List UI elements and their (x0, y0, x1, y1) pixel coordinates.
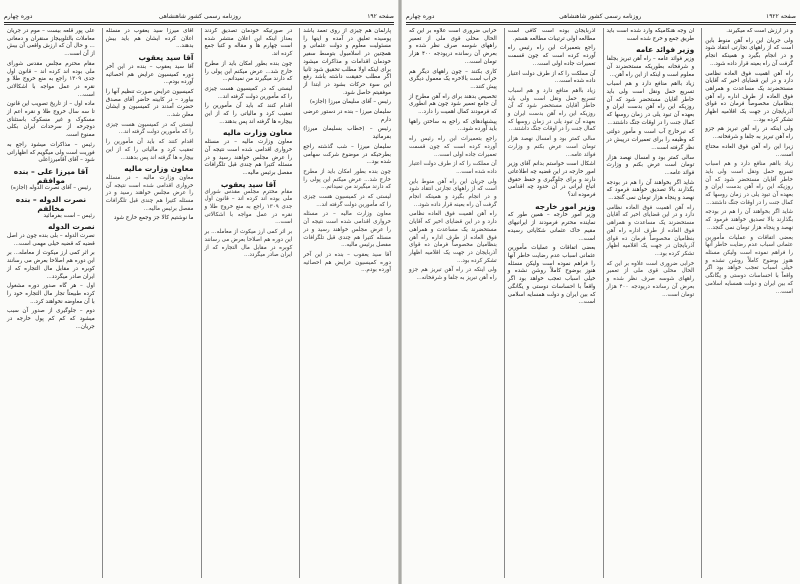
section-heading: معاون وزارت مالیه (124, 164, 194, 174)
paragraph: رئیس – آقای سلیمان میرزا (اجازه) (309, 99, 391, 106)
column-1 (701, 28, 796, 578)
paragraph: شاید اگر بخواهند آن را هم در بودجه بگذارند بالا تصدیق خواهند فرمود که نهصد و پنجاه هزار تومان نمی گنجد... (705, 209, 793, 231)
paragraph: خرابی ضروری است علاوه بر این که الحال محلی قوی ملی از تعمیر راههای شوسه صرف نظر شده و بعرض آن رسانده دریودجه ۴۰۰ هزار تومان است... (606, 260, 695, 298)
paragraph: معاون وزارت مالیه – در مسئله خرواری اقدامی شده است نتیجه آن را عرض مجلس خواهند رسید و در مسئله کتیرا هم چندی قبل تلگرافات مفصل برئیس مالیه... (105, 174, 194, 212)
paragraph: راه آهن اهمیت فوق العاده نظامی دارد و در این قضایای اخیر که آقایان مستحضرند یک مساعدت و همراهی فوق العاده از طرف اداره راه آهن بنظامیان مخصوصاً فرمان ده قوای آذربایجان در جهت یک اقلامیه اظهار تشکر کرده بود... (606, 204, 695, 257)
section-heading: وزیر امور خارجه (535, 201, 596, 211)
paragraph: اشکال است خواستم بدانم آقای وزیر امور خارجه در این قضیه چه اطلاعاتی دارند و برای جلوگیری و حفظ حقوق اتباع ایرانی در آن حدود چه اقدامی فرموده اند؟ (507, 161, 596, 199)
paragraph: زیاد بااهم منافع دارد و هم اسباب تسریع حمل ونقل است ولی باید خاطر آقایان مستحضر شود که آن روزیکه این راه آهن بدست ایران و بعهده آن تبود یلی در زمان روسها که کمال جنت را در اوقات جنگ داشتند... (705, 161, 793, 206)
paragraph: آذربایجان بوده است کافی است مطالعه اولی ترتیبات مطالعه هستم. (507, 28, 596, 42)
paragraph: راجع بتعمیرات این راه رئیس راه آورده کرده است که چون قسمت تعمیرات جاده اولی است... (409, 136, 497, 158)
left-masthead (4, 10, 394, 22)
paragraph: سلیمان میرزا – شب گذشته راجع بطرحیکه در موضوع شرکت سهامی شده بود... (303, 143, 391, 166)
paragraph: چون بنده بطور امکان باید از مطرح خارج شد... عرض میکنم این پولی را که دارند میگیرند من نمیدانم... (303, 168, 391, 191)
paragraph: دوم – جلوگیری از صدور آن سبب میشود که کم کم پول خارجه در جریان... (7, 308, 95, 330)
paragraph: آن مملکت را که از طرف دولت اعتبار داده شده است... (409, 161, 497, 175)
paragraph: راجع بتعمیرات این راه رئیس راه آورده کرده است که چون قسمت تعمیرات جاده اولی است... (507, 45, 596, 67)
left-columns (4, 28, 394, 578)
column-4 (406, 28, 500, 578)
paragraph: نصرت الدوله – بلی بنده چون در اصل قضیه که قضیه خیلی مهمی است... (7, 233, 95, 247)
paragraph: اول – هر گاه صدور دوره مشغول کرده طبیعتاً تجار مال التجاره خود را با آن معاوضه نخواهند کرد... (7, 283, 95, 305)
paragraph: پیشنهادهای که راجع به ساختن راهها باید آورده شود... (409, 118, 497, 133)
paragraph: رئیس – (خطاب بسلیمان میرزا) بفرمائید (303, 126, 391, 141)
right-columns (406, 28, 796, 578)
paragraph: خرابی ضروری است علاوه بر این که الحال محلی قوی ملی از تعمیر راههای شوسه صرف نظر شده و بعرض آن رسانده دریودجه ۴۰۰ هزار تومان است... (409, 28, 497, 65)
header-rule-thin (4, 24, 394, 25)
paragraph: آقا سید یعقوب – بنده در این آخر دوره کمیسیون عرایض هم احصائیه آورده بودم... (303, 251, 391, 274)
paragraph: آقای میرزا سید یعقوب در مسئله اعلان کرده ایشان هم باید بیش بدهند... (105, 28, 194, 50)
period-label: دوره چهارم (406, 12, 435, 20)
paragraph: زیاد بااهم منافع دارد و هم اسباب تسریع حمل ونقل است ولی باید خاطر آقایان مستحضر شود که آن روزیکه این راه آهن بدست ایران و بعهده آن تبود یلی در زمان روسها که کمال جنت را در اوقات جنگ داشتند... (507, 87, 596, 133)
column-1 (299, 28, 394, 578)
section-heading: آقا سید یعقوب (138, 53, 194, 63)
paragraph: آن وجه هنگامیکه وارد شده است باید طریق جمع و خرج شده است (606, 28, 695, 42)
paragraph: ولی اینکه در راه آهن تبریز هم جزو راه آهن تبریز به جلفا و شرفخانه... (409, 267, 497, 282)
paragraph: معاون وزارت مالیه – در مسئله خرواری اقدامی شده است نتیجه آن را عرض مجلس خواهند رسید و در مسئله کتیرا هم چندی قبل تلگرافات مفصل برئیس مالیه... (303, 211, 391, 249)
paragraph: معاون وزارت مالیه – در مسئله خرواری اقدامی شده است نتیجه آن را عرض مجلس خواهند رسید و در مسئله کتیرا هم چندی قبل تلگرافات مفصل برئیس مالیه... (204, 139, 293, 176)
paragraph: بعضی اتفاقات و عملیات مأمورین عثمانی اسباب عدم رضایت خاطر آنها را فراهم نموده است ولیکن مسئله هنوز بوضوح کاملاً روشن نشده و خیلی اسباب تعجب خواهد بود اگر واقعاً با احساسات دوستی و یگانگی که بین ایران و دولت همسایه اسلامی است... (507, 245, 596, 306)
paragraph: اقدام کنند که باید آن مأمورین را تعقیب کرد و مالیاتی را که از این بیچاره ها گرفته اند پس بدهند... (105, 139, 194, 161)
column-3 (504, 28, 599, 578)
paragraph: کمیسیون عرایض صورت تنظیم آنها را بیاورد – در کابینه حاضر آقای مصدق حضرت آمدند در کمیسیون و ایشان معلن شد... (105, 88, 194, 119)
paragraph: سلیمان میرزا – بنده در دستور عرضی دارم (303, 109, 391, 123)
section-heading: نصرت الدوله – بنده مخالفم (15, 194, 87, 213)
left-page (0, 0, 398, 584)
header-rule-thin (406, 24, 796, 25)
newspaper-title: روزنامه رسمی کشور شاهنشاهی (158, 12, 241, 20)
paragraph: سالی کمتر بود و امسال نهصد هزار تومان است عرض بکنم و وزارت فوائد عامه... (606, 154, 695, 176)
paragraph: وزیر فوائد عامه – راه آهن تبریز بجلفا و شرفخانه بطوریکه مستحضرند آن معلوم است و اینکه از این راه آهن... (606, 56, 695, 78)
paragraph: مقام محترم مجلس مقدس شورای ملی بوده اند کرده اند – قانون اول جدی ۱۳۰۹ راجع به منع خروج طلا و نقره در عمل مواجه با اشکالاتی است... (7, 60, 95, 98)
paragraph: کاری بکنند – چون راههای دیگر هم خراب است بالاخره یک معمول دیگری پیش کنند... (409, 68, 497, 90)
paragraph: لیستی که در کمیسیون هست چیزی را که مأمورین دولت گرفته اند... (105, 121, 194, 136)
paragraph: رئیس – است بفرمائید (43, 212, 95, 219)
paragraph: بر اثر کمی ارز میکوت از معامله... بر این دوره هم اصلاحا بعرض می رسانند کوبره در مقابل مال التجاره که از ایران صادر میگردد... (204, 229, 293, 259)
paragraph: ولی جریان این راه آهن منوط باین است که از راههای تجارتی انتقاد شود و در انجام بگیرد و همینکه انجام گرفت آن راه بعینه قرار داده شود... (705, 37, 793, 67)
paragraph: ولی اینکه در راه آهن تبریز هم جزو راه آهن تبریز به جلفا و شرفخانه... (705, 126, 793, 141)
right-masthead (406, 10, 796, 22)
paragraph: شاید اگر بخواهند آن را هم در بودجه بگذارند بالا تصدیق خواهند فرمود که نهصد و پنجاه هزار تومان نمی گنجد... (606, 179, 695, 202)
paragraph: لیستی که در کمیسیون هست چیزی را که مأمورین دولت گرفته اند... (204, 85, 293, 100)
page-number: صفحه ۱۹۲۲ (765, 12, 796, 20)
column-3 (102, 28, 197, 578)
paragraph: بعضی اتفاقات و عملیات مأمورین عثمانی اسباب عدم رضایت خاطر آنها را فراهم نموده است ولیکن مسئله هنوز بوضوح کاملاً روشن نشده و خیلی اسباب تعجب خواهد بود اگر واقعاً با احساسات دوستی و یگانگی که بین ایران و دولت همسایه اسلامی است... (705, 234, 793, 295)
paragraph: علی پور قلعه بیست – موم در جریان معاملات بالتلوبیجاز سنقران و دمغانی ... و حال آن که ارزش واقعی آن بیش از آن است... (7, 28, 95, 58)
paragraph: لیستی که در کمیسیون هست چیزی را که مأمورین دولت گرفته اند... (303, 194, 391, 208)
paragraph: بر اثر کمی ارز میکوت از معامله... بر این دوره هم اصلاحا بعرض می رسانند کوبره در مقابل مال التجاره که از ایران صادر میگردد... (7, 250, 95, 280)
paragraph: اقدام کنند که باید آن مأمورین را تعقیب کرد و مالیاتی را که از این بیچاره ها گرفته اند پس بدهند... (204, 103, 293, 125)
right-page (402, 0, 800, 584)
paragraph: چون بنده بطور امکان باید از مطرح خارج شد... عرض میکنم این پولی را که دارند میگیرند من نمیدانم... (204, 60, 293, 83)
paragraph: زیرا این راه آهن فوق العاده محتاج است... (705, 143, 793, 158)
paragraph: سالی کمتر بود و امسال نهصد هزار تومان است عرض بکنم و وزارت فوائد عامه... (507, 136, 596, 158)
header-rule (406, 22, 796, 23)
section-heading: آقا میرزا علی – بنده موافقم (13, 166, 88, 185)
paragraph: ماده اول – از تاریخ تصویب این قانون تا سه سال خروج طلا و نقره اعم از مسکوک و غیر مسکوک باستثنای دوچرخه از سرحدات ایران بکلی ممنوع است. (7, 101, 95, 139)
paragraph: رئیس – آقای نصرت الدوله (اجازه) (10, 184, 91, 191)
section-heading: وزیر فوائد عامه (636, 45, 695, 55)
paragraph: که تبرخارج آب است و مأمور دولتی که وظیفه را برای تعمیرات درپیش در نظر گرفته است... (606, 129, 695, 151)
paragraph: و در ارزش است که میگیرند. (726, 28, 793, 34)
paragraph: وزیر امور خارجه – همین طور که نماینده محترم فرمودند از ایرانیهای مقیم خاک عثمانی شکایاتی رسیده است... (507, 212, 596, 242)
period-label: دوره چهارم (4, 12, 33, 20)
header-rule (4, 22, 394, 23)
paragraph: ولی جریان این راه آهن منوط باین است که از راههای تجارتی انتقاد شود و در انجام بگیرد و همینکه انجام گرفت آن راه بعینه قرار داده شود... (409, 178, 497, 208)
newspaper-title: روزنامه رسمی کشور شاهنشاهی (559, 12, 642, 20)
section-heading: معاون وزارت مالیه (222, 128, 293, 138)
column-4 (4, 28, 98, 578)
paragraph: آقا سید یعقوب – بنده در این آخر دوره کمیسیون عرایض هم احصائیه آورده بودم... (105, 63, 194, 86)
paragraph: در صورتیکه خودمان تصدیق کردند بعداز اینکه این اعلان منتشر شده است چهارم ها و مقاله و کتبا جمع کرده اند. (204, 28, 293, 58)
column-2 (201, 28, 296, 578)
section-heading: نصرت الدوله (47, 222, 95, 232)
paragraph: تخصیص بدهند برای راه آهن مطرح از آن جامع تعمیر شود چون هم انطوری که فرمودند کمال اهمیت را دارد... (409, 93, 497, 116)
paragraph: راه آهن اهمیت فوق العاده نظامی دارد و در این قضایای اخیر که آقایان مستحضرند یک مساعدت و همراهی فوق العاده از طرف اداره راه آهن بنظامیان مخصوصاً فرمان ده قوای آذربایجان در جهت یک اقلامیه اظهار تشکر کرده بود... (705, 70, 793, 123)
paragraph: آن مملکت را که از طرف دولت اعتبار داده شده است... (507, 70, 596, 85)
paragraph: مقام محترم مجلس مقدس شورای ملی بوده اند کرده اند – قانون اول جدی ۱۳۰۹ راجع به منع خروج طلا و نقره در عمل مواجه با اشکالاتی است... (204, 188, 293, 226)
section-heading: آقا سید یعقوب (220, 179, 276, 189)
column-2 (603, 28, 698, 578)
paragraph: پارلمان هم چیزی از روی تعمد یاشد پوسیده تعلیق در آمده و اینها را مسئولیت معلوم و دولت عثمانی و همچنین در اسلامبول بتوسط سفیر خودمان اقدامات و مذاکرات میشود برای اینکه اولا مطلب تحقیق شود ثانیا اگر مطلب حقیقت داشته باشد رفع این سوء حرکات بشود در ابتدا از موفقیتم حاصل شود. (303, 28, 391, 96)
paragraph: رئیس – مذاکرات میشود راجع به فوریت است ولی میگویم که اظهاراتی شود – آقای آقامیرزاعلی (7, 141, 95, 164)
paragraph: ما نوشتیم کالا جز وجمع خارج شود (113, 215, 194, 222)
page-number: صفحه ۱۹۲ (367, 12, 394, 20)
paragraph: زیاد بااهم منافع دارد و هم اسباب تسریع حمل ونقل است ولی باید خاطر آقایان مستحضر شود که آن روزیکه این راه آهن بدست ایران و بعهده آن تبود یلی در زمان روسها که کمال جنت را در اوقات جنگ داشتند... (606, 81, 695, 126)
paragraph: راه آهن اهمیت فوق العاده نظامی دارد و در این قضایای اخیر که آقایان مستحضرند یک مساعدت و همراهی فوق العاده از طرف اداره راه آهن بنظامیان مخصوصاً فرمان ده قوای آذربایجان در جهت یک اقلامیه اظهار تشکر کرده بود... (409, 211, 497, 264)
